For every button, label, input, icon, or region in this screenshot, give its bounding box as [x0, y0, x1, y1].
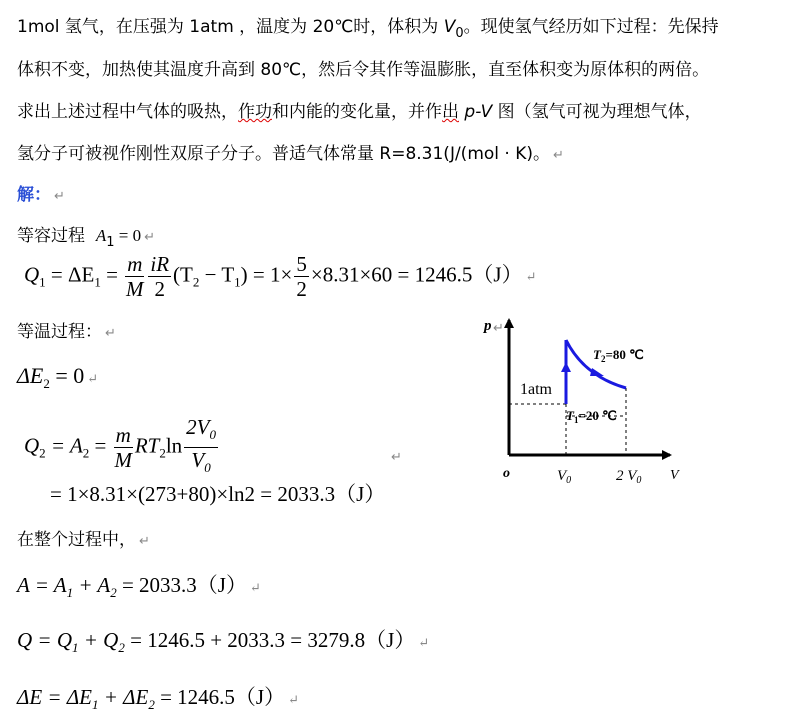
e-total-equation [17, 681, 299, 713]
q-total-equation [17, 624, 429, 656]
q1-symbol: Q [24, 262, 40, 287]
isothermal-title: 等温过程： [17, 322, 102, 342]
subscript: 1 [66, 585, 74, 600]
frac-numerator: m [115, 423, 131, 447]
frac-denominator: M [114, 448, 132, 472]
solution-label: 解 [17, 185, 34, 205]
p-axis-label: p [484, 318, 492, 334]
problem-line-3 [17, 97, 702, 122]
t1-subscript: 1 [573, 415, 579, 425]
q2-subscript: 2 [39, 445, 46, 461]
fraction-5-over-2 [294, 252, 309, 301]
a1-subscript: 1 [106, 235, 115, 250]
subscript: 1 [91, 697, 99, 712]
delta-e2-symbol: ΔE [17, 363, 44, 388]
ln-symbol: ln [165, 433, 183, 458]
paragraph-mark: ↵ [288, 692, 299, 707]
paragraph-mark: ↵ [391, 450, 402, 465]
paragraph-mark: ↵ [87, 371, 99, 386]
delta-e1: = ΔE [45, 262, 95, 287]
fraction-m-over-M [114, 423, 133, 472]
minus-t1: − T [199, 262, 235, 287]
frac-denominator [184, 448, 218, 480]
problem-text: 氢分子可被视作刚性双原子分子。普适气体常量 R=8.31(J/(mol · K)。 [17, 144, 550, 164]
v0-subscript: 0 [204, 460, 211, 475]
q2-symbol: Q [24, 433, 40, 458]
fraction-iR-over-2 [148, 252, 171, 301]
isochoric-title: 等容过程 [17, 226, 85, 246]
paragraph-mark: ↵ [105, 326, 116, 341]
t2-subscript: 2 [159, 445, 166, 461]
frac-numerator: m [127, 252, 143, 276]
v0-subscript: 0 [209, 427, 216, 442]
v0-axis-label [557, 468, 571, 486]
delta-e2-equation [17, 363, 98, 392]
e-lhs: ΔE = ΔE [17, 685, 92, 709]
delta-e2-value: = 0 [49, 363, 85, 388]
solution-colon: ： [34, 185, 51, 205]
a2-subscript: 2 [82, 445, 90, 461]
unit-joule: （J） [472, 262, 523, 287]
subscript: 2 [118, 640, 125, 655]
t2-symbol: T [593, 347, 601, 362]
frac-numerator-text: 2V [186, 415, 210, 439]
unit-joule: （J） [234, 685, 286, 709]
t2-subscript: 2 [600, 354, 606, 364]
v0-subscript: 0 [566, 475, 572, 486]
frac-numerator: iR [150, 252, 170, 276]
paren-t2: (T [173, 262, 193, 287]
whole-title: 在整个过程中， [17, 530, 136, 550]
q-lhs: Q = Q [17, 628, 73, 652]
2v0-text: 2 V [616, 468, 637, 484]
t1-value: =20 ℃ [578, 408, 617, 423]
origin-label: o [503, 466, 510, 481]
unit-joule: （J） [365, 628, 416, 652]
frac-denominator-text: V [191, 448, 205, 472]
equals: = [89, 433, 112, 458]
frac-numerator: 5 [296, 252, 307, 276]
t2-subscript: 2 [192, 274, 200, 290]
frac-denominator: 2 [296, 277, 307, 301]
t1-subscript: 1 [234, 274, 241, 290]
q1-subscript: 1 [39, 274, 46, 290]
problem-line-2: 体积不变，加热使其温度升高到 80℃，然后令其作等温膨胀，直至体积变为原体积的两倍。 [17, 60, 710, 80]
q1-equation [24, 252, 536, 301]
paragraph-mark: ↵ [249, 580, 261, 595]
paren-close: ) = 1× [240, 262, 293, 287]
t2-label [593, 347, 644, 364]
paragraph-mark: ↵ [418, 635, 430, 650]
t2-value: =80 ℃ [605, 347, 644, 362]
t1-symbol: T [566, 408, 574, 423]
v0-symbol: V [443, 17, 456, 37]
pressure-1atm-label: 1atm [520, 381, 552, 398]
e1-subscript: 1 [94, 274, 101, 290]
solution-heading [17, 180, 65, 205]
subscript: 1 [72, 640, 79, 655]
plus-term: + ΔE [98, 685, 149, 709]
paragraph-mark: ↵ [54, 189, 65, 204]
paragraph-mark: ↵ [144, 230, 155, 245]
2v0-axis-label [616, 468, 641, 486]
t1-label [566, 408, 617, 425]
unit-joule: （J） [196, 573, 247, 597]
a2-symbol: = A [45, 433, 83, 458]
a-result: = 2033.3 [116, 573, 197, 597]
subscript: 2 [110, 585, 117, 600]
equals: = [100, 262, 124, 287]
a1-value: = 0 [114, 226, 142, 245]
frac-denominator: 2 [154, 277, 165, 301]
isothermal-heading [17, 317, 116, 342]
problem-line-1 [17, 12, 719, 41]
problem-text: 图（氢气可视为理想气体， [492, 102, 702, 122]
paragraph-mark: ↵ [553, 148, 564, 163]
subscript: 2 [148, 697, 155, 712]
fraction-m-over-M [125, 252, 144, 301]
v0-subscript: 0 [455, 26, 464, 41]
isothermal-arrow [590, 368, 604, 376]
problem-text: 1mol 氢气，在压强为 1atm ，温度为 20℃时，体积为 [17, 17, 444, 37]
rt-symbol: RT [134, 433, 160, 458]
plus-term: + Q [78, 628, 119, 652]
problem-line-4 [17, 139, 564, 164]
paragraph-mark: ↵ [525, 269, 537, 285]
q2-result: = 1×8.31×(273+80)×ln2 = 2033.3 [50, 482, 336, 506]
a-lhs: A = A [17, 573, 67, 597]
v-axis-label: V [670, 468, 679, 483]
frac-numerator [184, 415, 218, 448]
a1-symbol: A [95, 226, 107, 245]
spellcheck-underlined-text: 出 [442, 102, 459, 122]
a-total-equation [17, 569, 261, 601]
e2-subscript: 2 [43, 376, 50, 391]
q1-result: ×8.31×60 = 1246.5 [310, 262, 473, 287]
q2-result-line [50, 478, 385, 508]
spellcheck-underlined-text: 作功 [238, 102, 272, 122]
plus-term: + A [73, 573, 111, 597]
v0-subscript: 0 [636, 475, 642, 486]
problem-text: 和内能的变化量，并作 [272, 102, 442, 122]
frac-denominator: M [126, 277, 144, 301]
q-result: = 1246.5 + 2033.3 = 3279.8 [124, 628, 366, 652]
pv-diagram [480, 310, 700, 495]
e-result: = 1246.5 [154, 685, 235, 709]
paragraph-mark: ↵ [493, 321, 504, 336]
unit-joule: （J） [335, 482, 386, 506]
pv-label: p-V [459, 102, 493, 122]
problem-text: 。现使氢气经历如下过程：先保持 [463, 17, 719, 37]
v0-text: V [557, 468, 567, 484]
isochoric-heading [17, 221, 155, 250]
fraction-2v0-over-v0 [184, 415, 218, 480]
problem-text: 求出上述过程中气体的吸热， [17, 102, 238, 122]
paragraph-mark: ↵ [139, 534, 150, 549]
q2-equation [24, 415, 220, 480]
whole-heading [17, 525, 150, 550]
